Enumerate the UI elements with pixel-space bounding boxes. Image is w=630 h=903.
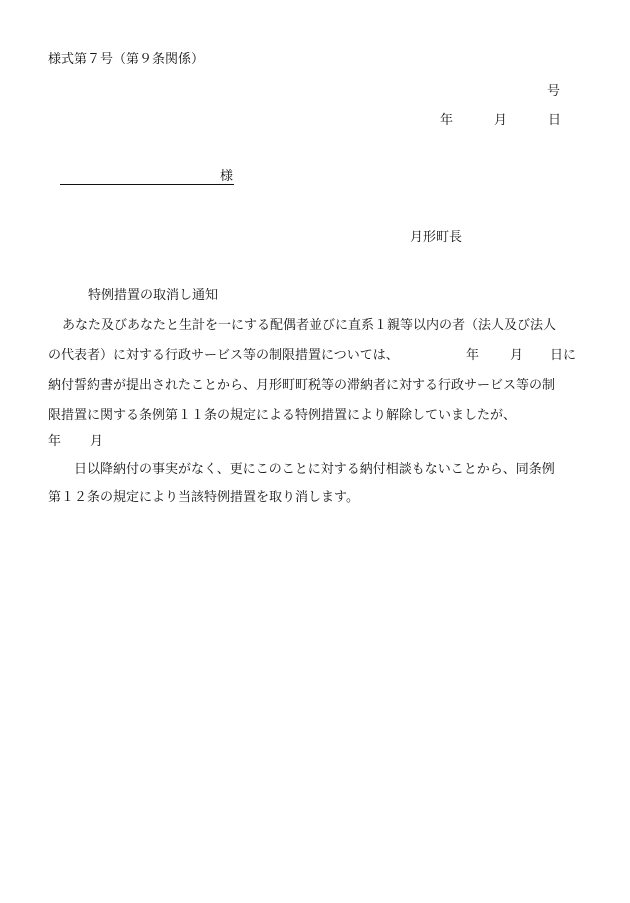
form-label: 様式第７号（第９条関係）	[48, 52, 205, 67]
notice-line-2-text: の代表者）に対する行政サービス等の制限措置については、	[48, 348, 399, 363]
date-month-label: 月	[494, 113, 508, 128]
notice-body-line-4: 限措置に関する条例第１１条の規定による特例措置により解除していましたが、	[48, 408, 517, 423]
notice-line-2-month: 月	[510, 348, 524, 363]
notice-body-line-1: あなた及びあなたと生計を一にする配偶者並びに直系１親等以内の者（法人及び法人	[62, 318, 557, 333]
issuer-name: 月形町長	[410, 230, 463, 245]
date-year-label: 年	[440, 113, 454, 128]
issue-date	[440, 113, 560, 129]
addressee-honorific: 様	[220, 169, 234, 184]
date-day-label: 日	[548, 113, 562, 128]
notice-body-line-6: 日以降納付の事実がなく、更にこのことに対する納付相談もないことから、同条例	[74, 462, 555, 477]
notice-body-line-2	[48, 348, 578, 364]
notice-line-5-year: 年	[48, 434, 62, 449]
notice-body-line-5	[48, 434, 168, 450]
notice-body-line-7: 第１２条の規定により当該特例措置を取り消します。	[48, 490, 359, 505]
notice-body-line-3: 納付誓約書が提出されたことから、月形町町税等の滞納者に対する行政サービス等の制	[48, 378, 556, 393]
notice-title: 特例措置の取消し通知	[88, 288, 219, 303]
notice-line-2-day: 日に	[550, 348, 577, 363]
document-number-suffix: 号	[547, 84, 561, 99]
notice-line-2-year: 年	[466, 348, 480, 363]
notice-line-5-month: 月	[90, 434, 104, 449]
addressee-name-line	[60, 184, 234, 185]
